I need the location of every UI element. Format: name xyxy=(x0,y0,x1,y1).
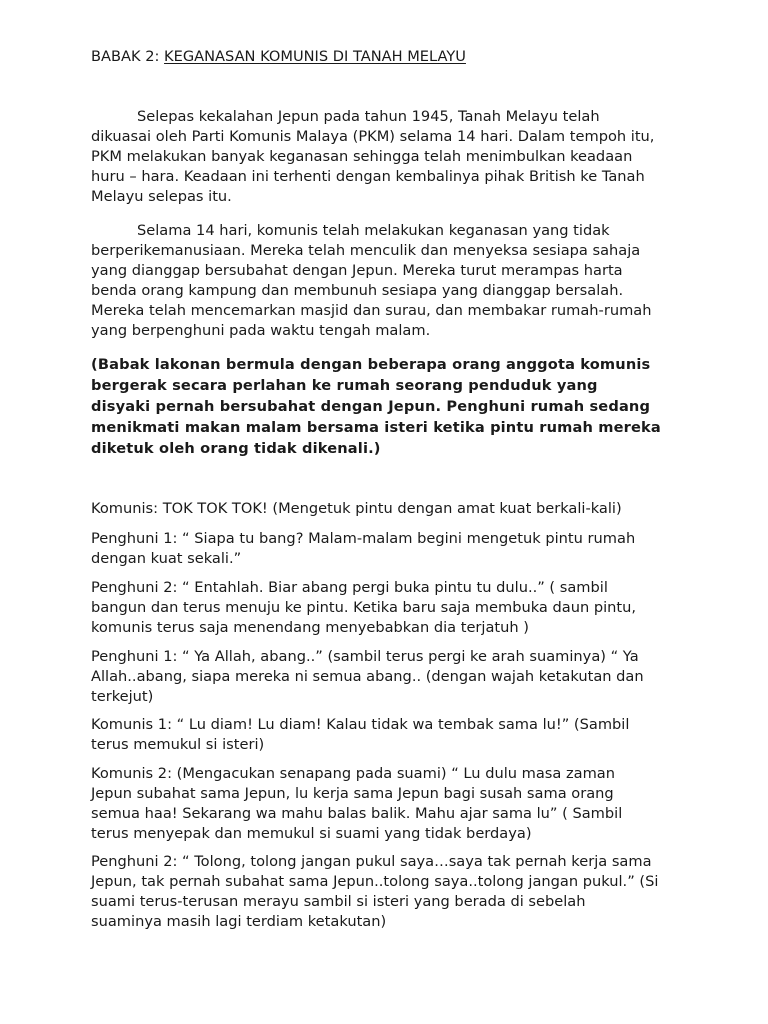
dialogue-line: Allah..abang, siapa mereka ni semua abang.. (dengan wajah ketakutan dan xyxy=(91,668,644,685)
dialogue-line: suaminya masih lagi terdiam ketakutan) xyxy=(91,913,387,930)
dialogue-line: terus memukul si isteri) xyxy=(91,736,265,753)
paragraph-line: PKM melakukan banyak keganasan sehingga telah menimbulkan keadaan xyxy=(91,148,633,165)
scene-heading xyxy=(91,47,466,67)
dialogue-komunis-1 xyxy=(91,715,691,755)
dialogue-line: Jepun, tak pernah subahat sama Jepun..tolong saya..tolong jangan pukul.” (Si xyxy=(91,873,659,890)
dialogue-line: Penghuni 1: “ Ya Allah, abang..” (sambil terus pergi ke arah suaminya) “ Ya xyxy=(91,648,639,665)
dialogue-line: Penghuni 2: “ Entahlah. Biar abang pergi buka pintu tu dulu..” ( sambil xyxy=(91,579,608,596)
stage-direction-line: (Babak lakonan bermula dengan beberapa orang anggota komunis xyxy=(91,356,651,373)
paragraph-line: Selepas kekalahan Jepun pada tahun 1945, Tanah Melayu telah xyxy=(137,108,600,125)
paragraph-line: huru – hara. Keadaan ini terhenti dengan kembalinya pihak British ke Tanah xyxy=(91,168,645,185)
paragraph-line: Melayu selepas itu. xyxy=(91,188,232,205)
paragraph-line: Selama 14 hari, komunis telah melakukan keganasan yang tidak xyxy=(137,222,610,239)
dialogue-line: Penghuni 2: “ Tolong, tolong jangan pukul saya…saya tak pernah kerja sama xyxy=(91,853,652,870)
stage-direction-line: diketuk oleh orang tidak dikenali.) xyxy=(91,440,381,457)
dialogue-penghuni-2 xyxy=(91,578,691,638)
dialogue-line: dengan kuat sekali.” xyxy=(91,550,242,567)
dialogue-komunis-2 xyxy=(91,764,691,844)
stage-direction-line: bergerak secara perlahan ke rumah seorang penduduk yang xyxy=(91,377,598,394)
dialogue-line: bangun dan terus menuju ke pintu. Ketika baru saja membuka daun pintu, xyxy=(91,599,637,616)
background-paragraph xyxy=(91,221,691,341)
scene-title: KEGANASAN KOMUNIS DI TANAH MELAYU xyxy=(164,48,466,65)
dialogue-line: semua haa! Sekarang wa mahu balas balik. Mahu ajar sama lu” ( Sambil xyxy=(91,805,623,822)
dialogue-line: terkejut) xyxy=(91,688,154,705)
dialogue-penghuni-1-reply xyxy=(91,647,691,707)
dialogue-penghuni-2-plea xyxy=(91,852,691,932)
dialogue-line: terus menyepak dan memukul si suami yang tidak berdaya) xyxy=(91,825,532,842)
dialogue-line: Jepun subahat sama Jepun, lu kerja sama Jepun bagi susah sama orang xyxy=(91,785,614,802)
dialogue-line: Komunis: TOK TOK TOK! (Mengetuk pintu dengan amat kuat berkali-kali) xyxy=(91,500,622,517)
stage-direction-line: disyaki pernah bersubahat dengan Jepun. Penghuni rumah sedang xyxy=(91,398,651,415)
scene-number: BABAK 2: xyxy=(91,48,165,65)
stage-direction xyxy=(91,355,691,460)
paragraph-line: yang dianggap bersubahat dengan Jepun. Mereka turut merampas harta xyxy=(91,262,623,279)
dialogue-komunis-knock xyxy=(91,499,691,519)
paragraph-line: dikuasai oleh Parti Komunis Malaya (PKM) selama 14 hari. Dalam tempoh itu, xyxy=(91,128,655,145)
dialogue-penghuni-1 xyxy=(91,529,691,569)
paragraph-line: Mereka telah mencemarkan masjid dan surau, dan membakar rumah-rumah xyxy=(91,302,652,319)
dialogue-line: suami terus-terusan merayu sambil si isteri yang berada di sebelah xyxy=(91,893,586,910)
paragraph-line: yang berpenghuni pada waktu tengah malam. xyxy=(91,322,431,339)
dialogue-line: Penghuni 1: “ Siapa tu bang? Malam-malam begini mengetuk pintu rumah xyxy=(91,530,636,547)
dialogue-line: Komunis 2: (Mengacukan senapang pada suami) “ Lu dulu masa zaman xyxy=(91,765,615,782)
dialogue-line: Komunis 1: “ Lu diam! Lu diam! Kalau tidak wa tembak sama lu!” (Sambil xyxy=(91,716,630,733)
intro-paragraph xyxy=(91,107,691,207)
dialogue-line: komunis terus saja menendang menyebabkan dia terjatuh ) xyxy=(91,619,529,636)
stage-direction-line: menikmati makan malam bersama isteri ketika pintu rumah mereka xyxy=(91,419,661,436)
paragraph-line: benda orang kampung dan membunuh sesiapa yang dianggap bersalah. xyxy=(91,282,624,299)
paragraph-line: berperikemanusiaan. Mereka telah menculik dan menyeksa sesiapa sahaja xyxy=(91,242,641,259)
